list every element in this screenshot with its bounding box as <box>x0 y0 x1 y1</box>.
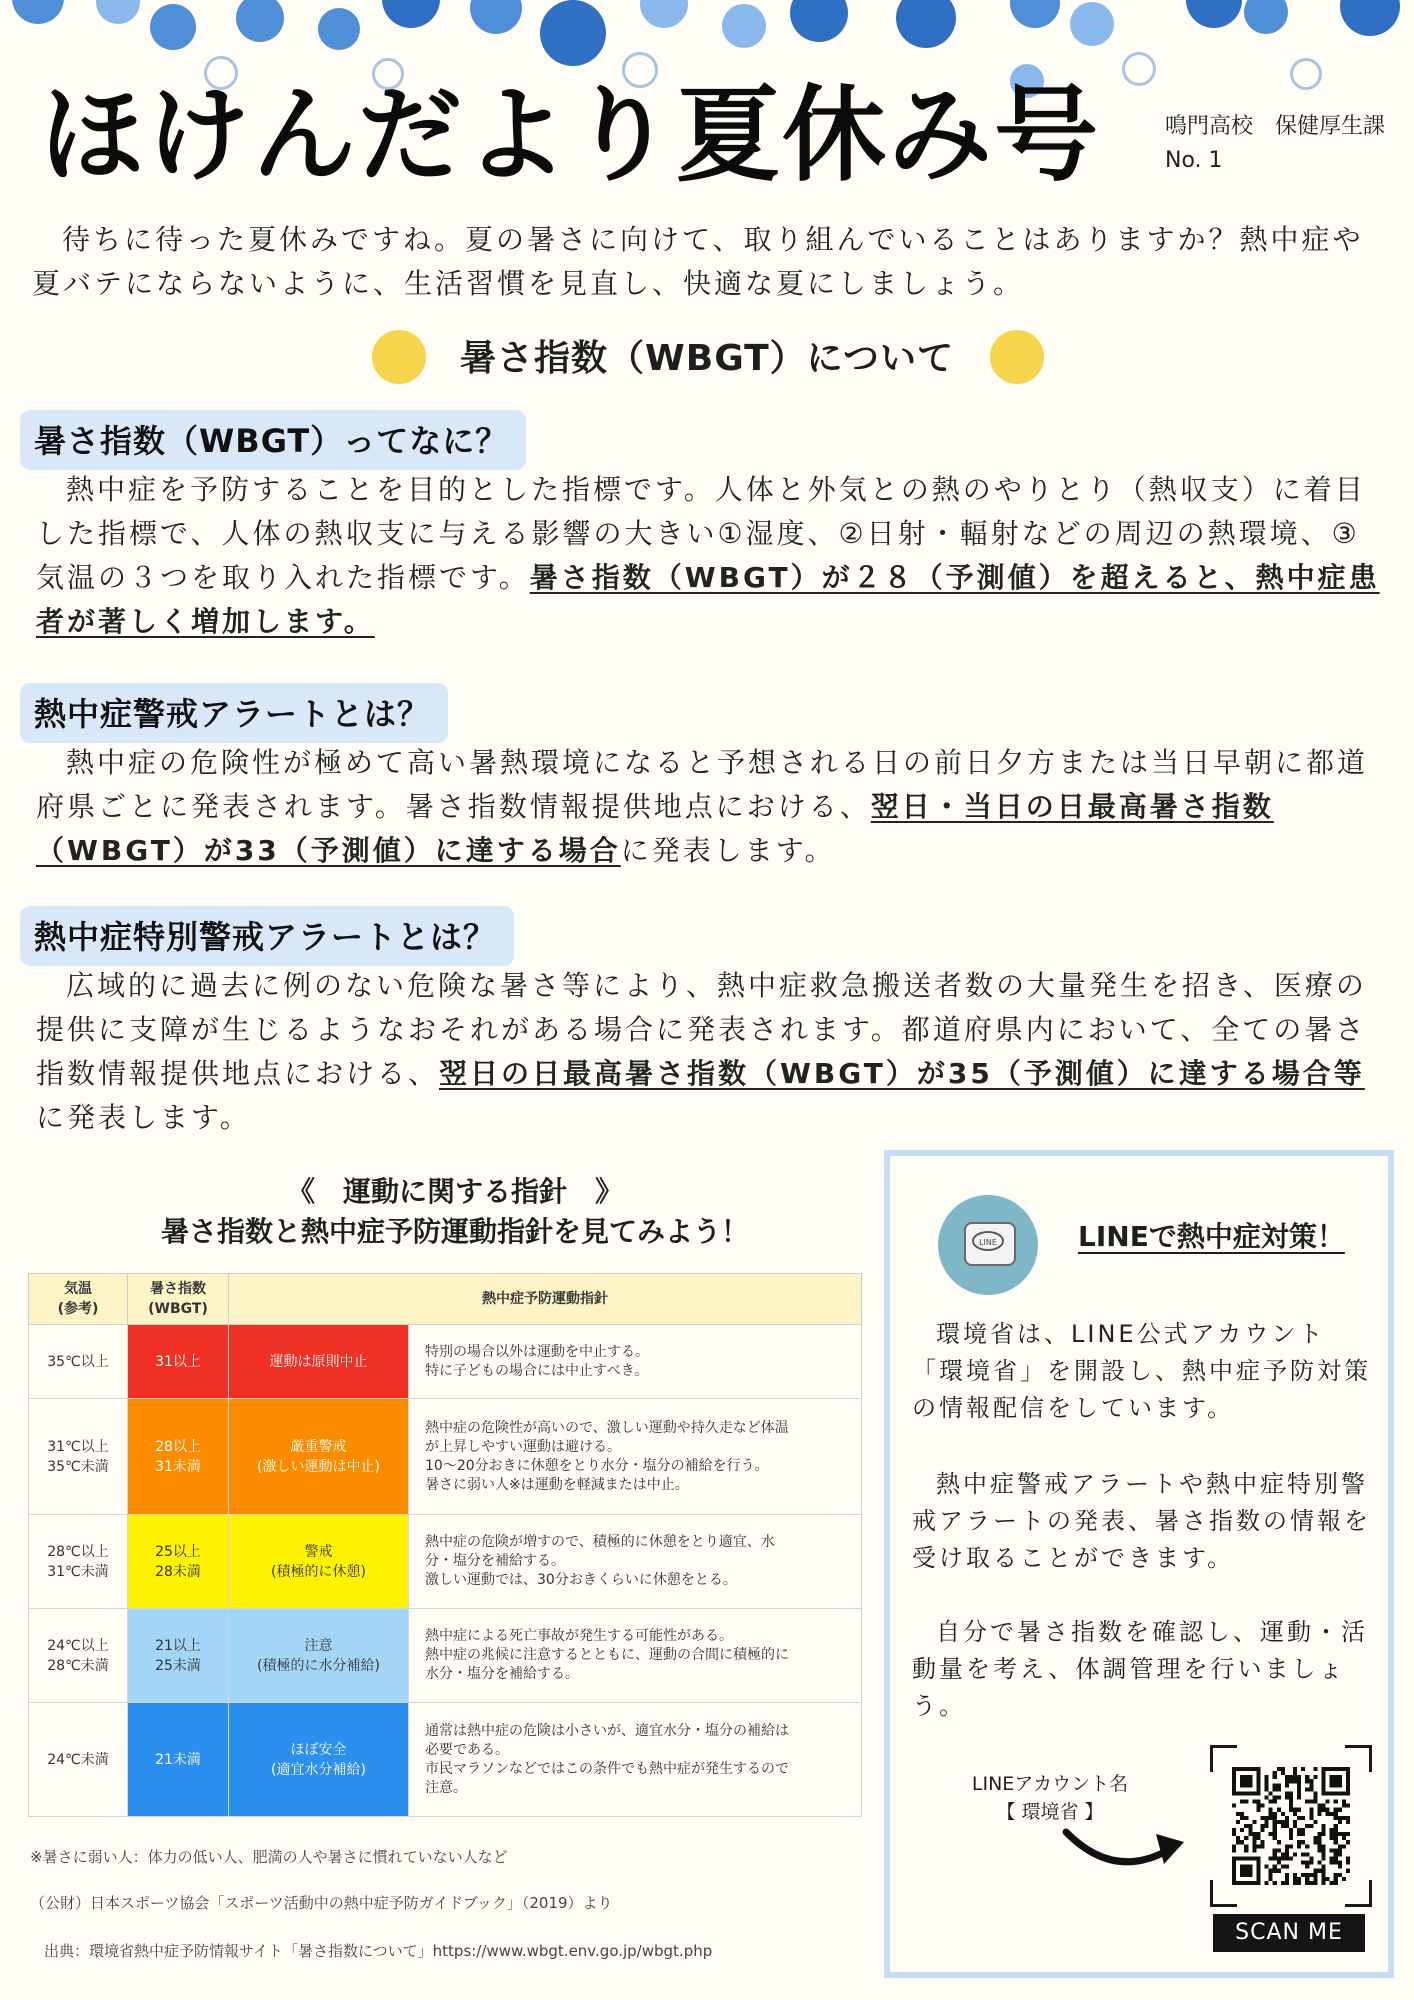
wbgt-emphasis: 暑さ指数（WBGT）が２８（予測値）を超えると、熱中症患者が著しく増加します。 <box>36 561 1380 638</box>
temp-cell: 24℃以上 28℃未満 <box>29 1609 128 1703</box>
label-what-is-wbgt: 暑さ指数（WBGT）ってなに？ <box>20 410 526 470</box>
guideline-cell: 通常は熱中症の危険は小さいが、適宜水分・塩分の補給は 必要である。 市民マラソンなどではこの条件でも熱中症が発生するので 注意。 <box>409 1703 862 1817</box>
guide-heading: 《 運動に関する指針 》 暑さ指数と熱中症予防運動指針を見てみよう！ <box>160 1175 749 1248</box>
header-guideline: 熱中症予防運動指針 <box>229 1274 862 1325</box>
intro-text: 待ちに待った夏休みですね。夏の暑さに向けて、取り組んでいることはありますか？熱中症や夏バテにならないように、生活習慣を見直し、快適な夏にしましょう。 <box>32 223 1364 300</box>
table-row <box>29 1325 862 1399</box>
level-cell: 運動は原則中止 <box>229 1325 409 1399</box>
guideline-cell: 熱中症の危険性が高いので、激しい運動や持久走など体温 が上昇しやすい運動は避ける。 10〜20分おきに休憩をとり水分・塩分の補給を行う。 暑さに弱い人※は運動を軽減または中止。 <box>409 1399 862 1515</box>
school-name: 鳴門高校 保健厚生課 <box>1165 114 1386 139</box>
temp-cell: 31℃以上 35℃未満 <box>29 1399 128 1515</box>
line-text-3: 自分で暑さ指数を確認し、運動・活動量を考え、体調管理を行いましょう。 <box>912 1618 1368 1720</box>
wbgt-cell: 21未満 <box>128 1703 229 1817</box>
line-heading: LINEで熱中症対策！ <box>1078 1220 1345 1253</box>
wbgt-cell: 28以上 31未満 <box>128 1399 229 1515</box>
issue-number: No. 1 <box>1165 148 1223 173</box>
footnote-reference: （公財）日本スポーツ協会「スポーツ活動中の熱中症予防ガイドブック」（2019）より <box>30 1894 613 1912</box>
wbgt-description: 熱中症を予防することを目的とした指標です。人体と外気との熱のやりとり（熱収支）に着目した指標で、人体の熱収支に与える影響の大きい①湿度、②日射・輻射などの周辺の熱環境、③気温の３つを取り入れた指標です。暑さ指数（WBGT）が２８（予測値）を超えると、熱中症患者が著しく増加します。 <box>36 473 1380 638</box>
account-label: LINEアカウント名 <box>971 1773 1129 1795</box>
level-cell: 注意 (積極的に水分補給) <box>229 1609 409 1703</box>
table-row <box>29 1515 862 1609</box>
special-alert-description: 広域的に過去に例のない危険な暑さ等により、熱中症救急搬送者数の大量発生を招き、医療の提供に支障が生じるようなおそれがある場合に発表されます。都道府県内において、全ての暑さ指数情報提供地点における、翌日の日最高暑さ指数（WBGT）が35（予測値）に達する場合等に発表します。 <box>36 969 1367 1134</box>
scan-me-label: SCAN ME <box>1213 1914 1365 1952</box>
table-row <box>29 1399 862 1515</box>
table-header-row <box>29 1274 862 1325</box>
source-citation: 出典：環境省熱中症予防情報サイト「暑さ指数について」https://www.wbgt.env.go.jp/wbgt.php <box>44 1942 713 1960</box>
exercise-guideline-table <box>28 1273 862 1817</box>
qr-pattern <box>1232 1767 1350 1885</box>
level-cell: 警戒 (積極的に休憩) <box>229 1515 409 1609</box>
line-text-1: 環境省は、LINE公式アカウント「環境省」を開設し、熱中症予防対策の情報配信をしています。 <box>912 1320 1371 1422</box>
line-app-icon: LINE <box>938 1195 1038 1295</box>
heat-alert-description: 熱中症の危険性が極めて高い暑熱環境になると予想される日の前日夕方または当日早朝に都道府県ごとに発表されます。暑さ指数情報提供地点における、翌日・当日の日最高暑さ指数（WBGT）が33（予測値）に達する場合に発表します。 <box>36 746 1369 867</box>
account-name: 【 環境省 】 <box>996 1801 1104 1823</box>
label-heat-alert: 熱中症警戒アラートとは？ <box>20 683 448 743</box>
issuer <box>1165 110 1385 178</box>
temp-cell: 28℃以上 31℃未満 <box>29 1515 128 1609</box>
arrow-icon <box>1060 1812 1190 1882</box>
guideline-cell: 熱中症による死亡事故が発生する可能性がある。 熱中症の兆候に注意するとともに、運動の合間に積極的に 水分・塩分を補給する。 <box>409 1609 862 1703</box>
temp-cell: 35℃以上 <box>29 1325 128 1399</box>
newsletter-title: ほけんだより夏休み号 <box>40 74 1101 196</box>
heat-alert-emphasis: 翌日・当日の日最高暑さ指数（WBGT）が33（予測値）に達する場合 <box>36 790 1274 867</box>
level-cell: 厳重警戒 (激しい運動は中止) <box>229 1399 409 1515</box>
guideline-cell: 特別の場合以外は運動を中止する。 特に子どもの場合には中止すべき。 <box>409 1325 862 1399</box>
footnote-vulnerable: ※暑さに弱い人：体力の低い人、肥満の人や暑さに慣れていない人など <box>30 1848 508 1866</box>
section-title: 暑さ指数（WBGT）について <box>460 338 954 379</box>
line-text-2: 熱中症警戒アラートや熱中症特別警戒アラートの発表、暑さ指数の情報を受け取ることができます。 <box>912 1470 1371 1572</box>
wbgt-cell: 31以上 <box>128 1325 229 1399</box>
guideline-cell: 熱中症の危険が増すので、積極的に休憩をとり適宜、水 分・塩分を補給する。 激しい運動では、30分おきくらいに休憩をとる。 <box>409 1515 862 1609</box>
label-special-heat-alert: 熱中症特別警戒アラートとは？ <box>20 906 514 966</box>
header-wbgt: 暑さ指数 (WBGT) <box>128 1274 229 1325</box>
wbgt-cell: 21以上 25未満 <box>128 1609 229 1703</box>
qr-code[interactable] <box>1210 1745 1372 1907</box>
temp-cell: 24℃未満 <box>29 1703 128 1817</box>
table-row <box>29 1609 862 1703</box>
header-temp: 気温 (参考) <box>29 1274 128 1325</box>
wbgt-cell: 25以上 28未満 <box>128 1515 229 1609</box>
special-alert-emphasis: 翌日の日最高暑さ指数（WBGT）が35（予測値）に達する場合等 <box>439 1057 1365 1090</box>
table-row <box>29 1703 862 1817</box>
level-cell: ほぼ安全 (適宜水分補給) <box>229 1703 409 1817</box>
